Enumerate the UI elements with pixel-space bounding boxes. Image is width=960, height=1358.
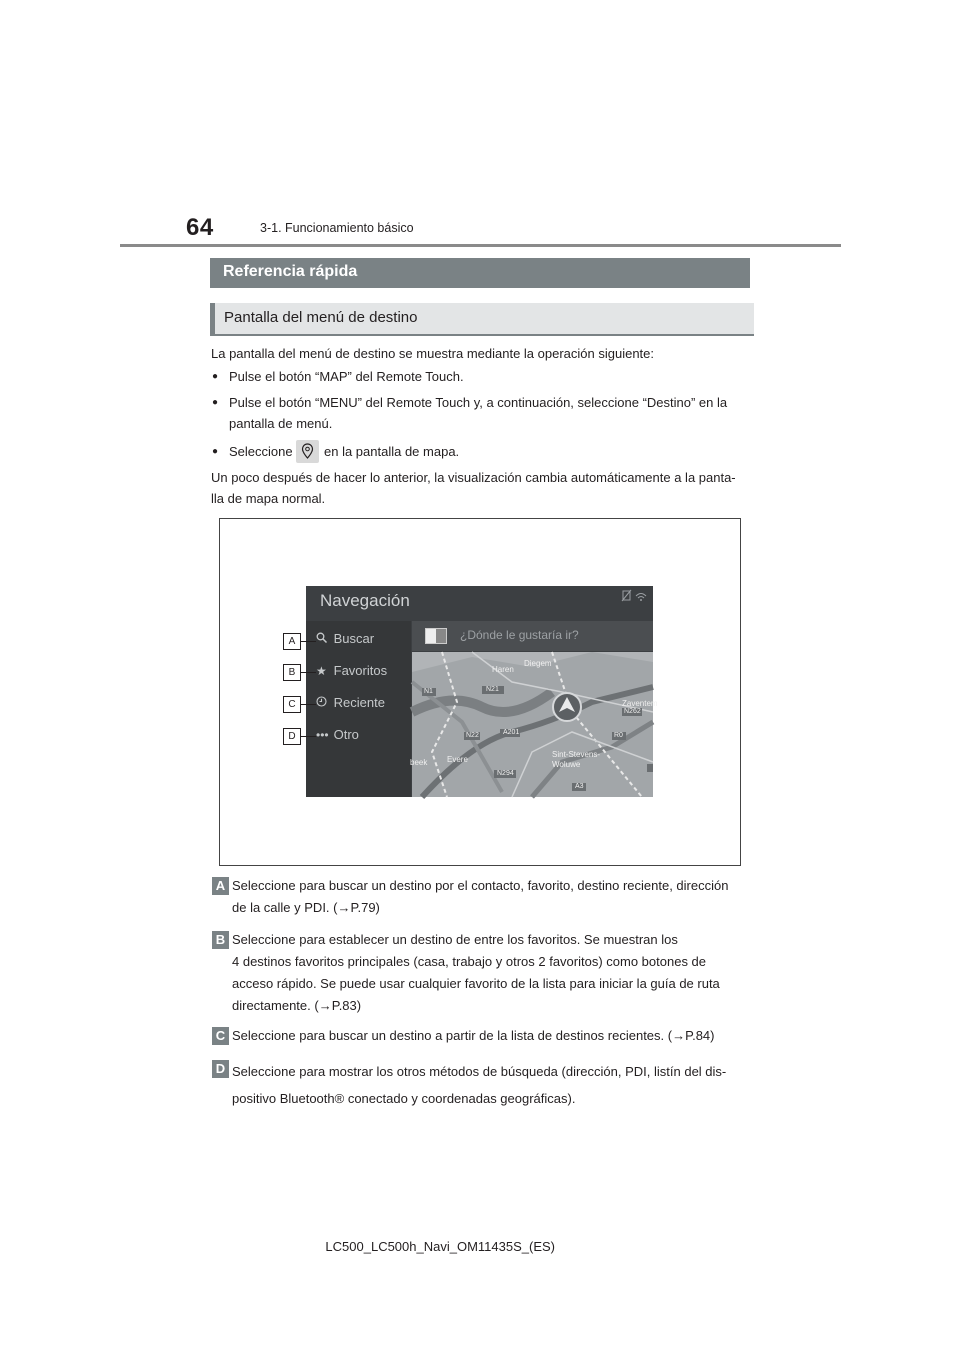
- menu-item-buscar[interactable]: [316, 631, 374, 646]
- navigation-screen: [306, 586, 658, 797]
- description-line: positivo Bluetooth® conectado y coordenadas geográficas).: [232, 1091, 576, 1106]
- map-label: A3: [575, 783, 584, 790]
- search-placeholder: ¿Dónde le gustaría ir?: [460, 628, 579, 642]
- bullet-icon: ●: [212, 446, 219, 457]
- map-label: Zaventem: [622, 699, 658, 708]
- dots-icon: •••: [316, 728, 329, 742]
- destination-menu: [306, 621, 411, 797]
- description-c: [232, 1025, 752, 1047]
- map-label: N1: [424, 688, 433, 695]
- description-line: Seleccione para mostrar los otros métodos de búsqueda (dirección, PDI, listín del dis-: [232, 1064, 727, 1079]
- bullet-2-cont: pantalla de menú.: [229, 416, 333, 431]
- status-icons: [621, 589, 649, 606]
- map-label: A201: [503, 729, 520, 736]
- description-a: [232, 875, 752, 919]
- star-icon: ★: [316, 664, 327, 678]
- callout-a: A: [283, 633, 301, 650]
- bullet-icon: ●: [212, 397, 219, 408]
- bullet-icon: ●: [212, 371, 219, 382]
- map-label: N262: [624, 708, 641, 715]
- menu-label: Buscar: [333, 631, 375, 646]
- callout-b: B: [283, 664, 301, 681]
- destination-search-box[interactable]: [412, 621, 653, 651]
- bullet-1: Pulse el botón “MAP” del Remote Touch.: [229, 369, 464, 384]
- destination-pin-icon: [296, 440, 319, 463]
- description-line: acceso rápido. Se puede usar cualquier favorito de la lista para iniciar la guía de ruta: [232, 976, 720, 991]
- keyboard-icon: [425, 628, 447, 644]
- description-line: Seleccione para buscar un destino a partir de la lista de destinos recientes. (→P.84): [232, 1028, 715, 1043]
- menu-label: Otro: [333, 727, 359, 742]
- map-label: Evere: [447, 755, 468, 764]
- map-label: beek: [410, 758, 428, 767]
- label-d: D: [212, 1060, 229, 1078]
- map-label: Diegem: [524, 659, 552, 668]
- intro-text: La pantalla del menú de destino se muestra mediante la operación siguiente:: [211, 346, 655, 361]
- callout-c: C: [283, 696, 301, 713]
- footer-text: LC500_LC500h_Navi_OM11435S_(ES): [325, 1239, 555, 1254]
- map-label: N22: [466, 732, 479, 739]
- description-b: [232, 929, 752, 1017]
- description-d: [232, 1058, 752, 1112]
- description-line: de la calle y PDI. (→P.79): [232, 900, 380, 915]
- description-line: directamente. (→P.83): [232, 998, 362, 1013]
- map-label: N294: [497, 770, 514, 777]
- menu-label: Reciente: [333, 695, 385, 710]
- quick-reference-title: Referencia rápida: [223, 263, 358, 280]
- subsection-accent: [210, 303, 215, 336]
- description-line: Seleccione para establecer un destino de entre los favoritos. Se muestran los: [232, 932, 678, 947]
- page-number: 64: [186, 214, 214, 241]
- screen-title: Navegación: [320, 591, 410, 610]
- bullet-2: Pulse el botón “MENU” del Remote Touch y, a continuación, seleccione “Destino” en la: [229, 395, 728, 410]
- callout-d: D: [283, 728, 301, 745]
- callout-line: [300, 641, 316, 642]
- bullet-3-a: Seleccione: [229, 444, 293, 459]
- after-text-1: Un poco después de hacer lo anterior, la visualización cambia automáticamente a la panta-: [211, 470, 736, 485]
- clock-icon: [316, 696, 330, 710]
- section-title: 3-1. Funcionamiento básico: [260, 221, 414, 235]
- label-b: B: [212, 931, 229, 949]
- subsection-title: Pantalla del menú de destino: [224, 309, 418, 326]
- menu-item-favoritos[interactable]: [316, 663, 387, 678]
- header-rule: [120, 244, 841, 247]
- map-label: Haren: [492, 665, 514, 674]
- label-a: A: [212, 877, 229, 895]
- menu-item-reciente[interactable]: [316, 695, 385, 710]
- callout-line: [300, 736, 316, 737]
- map-label: Sint-Stevens-: [552, 750, 601, 759]
- callout-line: [300, 672, 316, 673]
- description-line: Seleccione para buscar un destino por el contacto, favorito, destino reciente, dirección: [232, 878, 729, 893]
- description-line: 4 destinos favoritos principales (casa, trabajo y otros 2 favoritos) como botones de: [232, 954, 707, 969]
- map-label: Woluwe: [552, 760, 581, 769]
- after-text-2: lla de mapa normal.: [211, 491, 326, 506]
- map-view[interactable]: [410, 652, 658, 797]
- subsection-bar: [210, 303, 754, 336]
- menu-item-otro[interactable]: [316, 727, 359, 742]
- map-label: R0: [614, 732, 623, 739]
- bullet-3-b: en la pantalla de mapa.: [324, 444, 460, 459]
- quick-reference-bar: [210, 258, 750, 288]
- map-label: N21: [486, 686, 499, 693]
- menu-label: Favoritos: [333, 663, 388, 678]
- search-icon: [316, 632, 330, 646]
- callout-line: [300, 704, 316, 705]
- label-c: C: [212, 1027, 229, 1045]
